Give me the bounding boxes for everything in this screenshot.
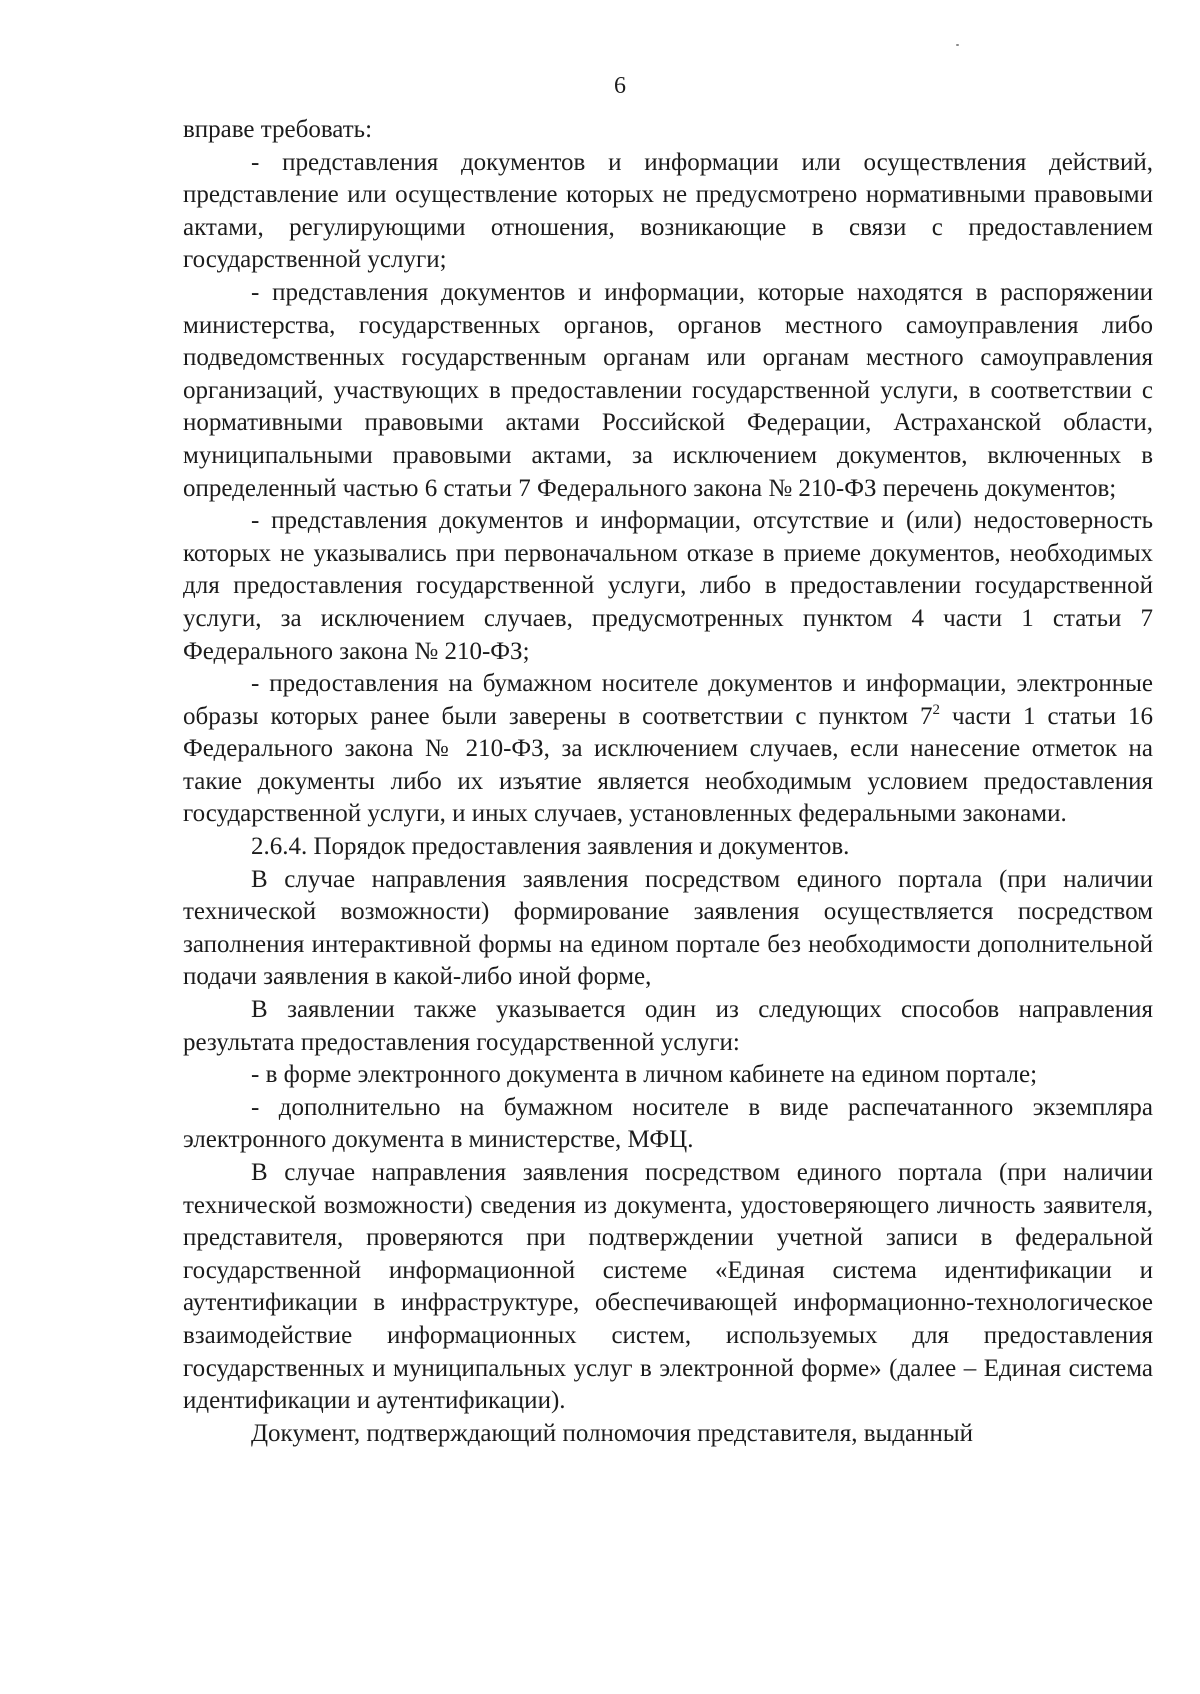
paragraph-result-methods: В заявлении также указывается один из следующих способов направления результата предоставления государственной услуги: [183,996,1153,1056]
page-number: 6 [614,73,626,99]
paragraph-portal-submission: В случае направления заявления посредством единого портала (при наличии технической возможности) формирование заявления осуществляется посредством заполнения интерактивной формы на едином портале без необходимости дополнительной подачи заявления в какой-либо иной форме, [183,865,1153,991]
paragraph-list-item-paper-documents [183,668,1153,831]
paragraph-representative-document: Документ, подтверждающий полномочия представителя, выданный [251,1419,974,1447]
paragraph-list-item-documents-in-possession: - представления документов и информации, которые находятся в распоряжении министерства, государственных органов, органов местного самоуправления либо подведомственных государственным органам или органам местного самоуправления организаций, участвующих в предоставлении государственной услуги, в соответствии с нормативными правовыми актами Российской Федерации, Астраханской области, муниципальными правовыми актами, за исключением документов, включенных в определенный частью 6 статьи 7 Федерального закона № 210-ФЗ перечень документов; [183,278,1153,502]
superscript-number: 2 [932,701,940,718]
paragraph-list-item-missing-documents: - представления документов и информации, отсутствие и (или) недостоверность которых не указывались при первоначальном отказе в приеме документов, необходимых для предоставления государственной услуги, либо в предоставлении государственной услуги, за исключением случаев, предусмотренных пунктом 4 части 1 статьи 7 Федерального закона № 210-ФЗ; [183,507,1153,665]
paragraph-identity-verification: В случае направления заявления посредством единого портала (при наличии технической возможности) сведения из документа, удостоверяющего личность заявителя, представителя, проверяются при подтверждении учетной записи в федеральной государственной информационной системе «Единая система идентификации и аутентификации в инфраструктуре, обеспечивающей информационно-технологическое взаимодействие информационных систем, используемых для предоставления государственных и муниципальных услуг в электронной форме» (далее – Единая система идентификации и аутентификации). [183,1159,1153,1415]
paragraph-text-part: части 1 статьи 16 Федерального закона № 210-ФЗ, за исключением случаев, если нанесение отметок на такие документы либо их изъятие является необходимым условием предоставления государственной услуги, и иных случаев, установленных федеральными законами. [183,702,1153,828]
scan-speck [956,44,959,46]
paragraph-list-item-paper-copy: - дополнительно на бумажном носителе в виде распечатанного экземпляра электронного документа в министерстве, МФЦ. [183,1093,1153,1154]
paragraph-list-item-actions: - представления документов и информации или осуществления действий, представление или осуществление которых не предусмотрено нормативными правовыми актами, регулирующими отношения, возникающие в связи с предоставлением государственной услуги; [183,148,1153,274]
document-body [183,114,1153,1450]
paragraph-text-part: - предоставления на бумажном носителе документов и информации, электронные образы которых ранее были заверены в соответствии с пунктом 7 [183,670,1153,730]
section-heading-2-6-4: 2.6.4. Порядок предоставления заявления и документов. [251,833,850,861]
paragraph-list-item-electronic: - в форме электронного документа в личном кабинете на едином портале; [251,1061,1038,1089]
paragraph-continuation: вправе требовать: [183,116,373,143]
